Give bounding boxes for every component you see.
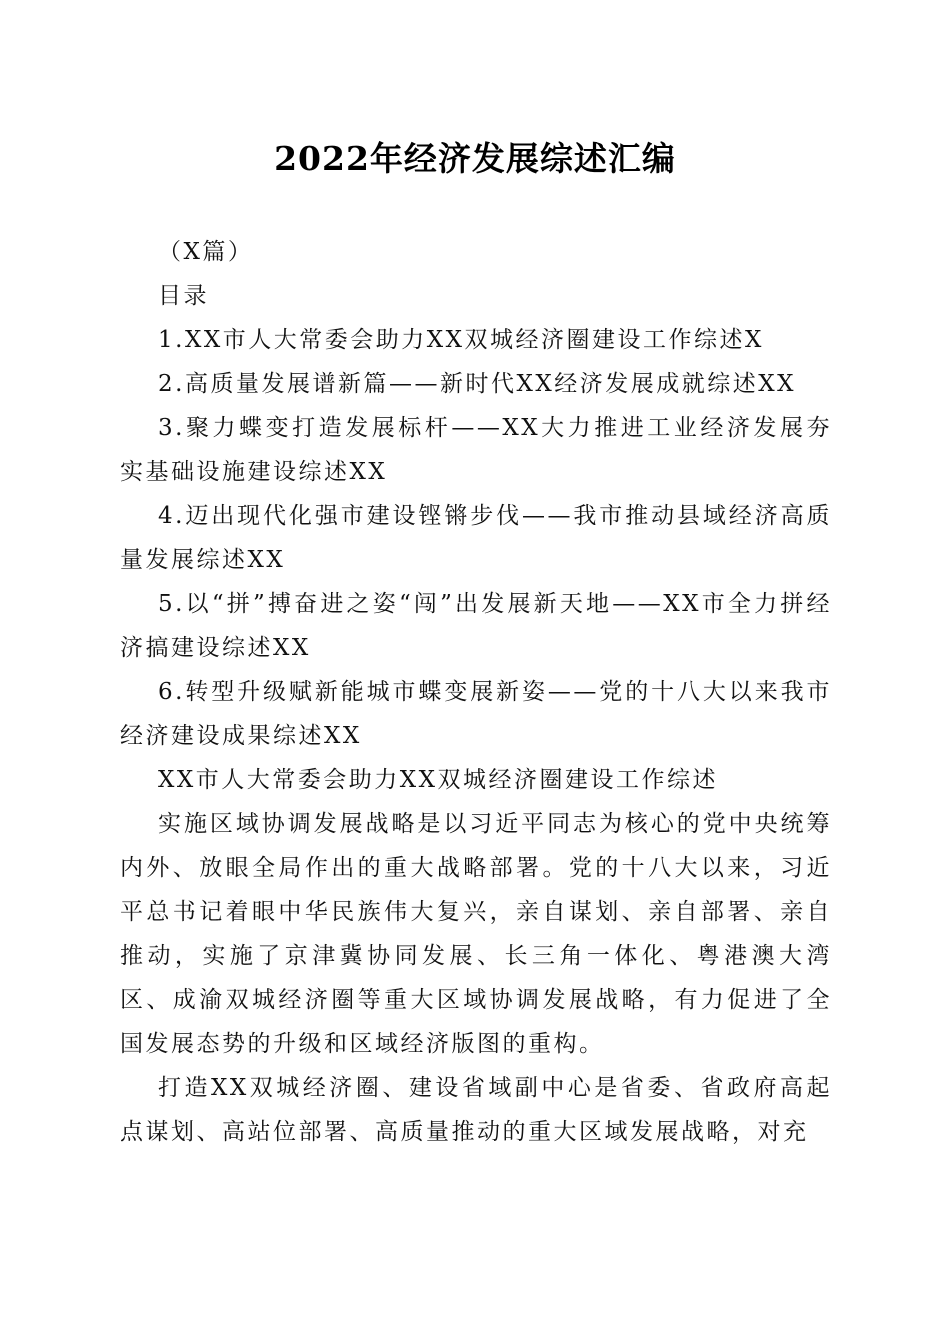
toc-item: 6.转型升级赋新能城市蝶变展新姿——党的十八大以来我市经济建设成果综述XX (120, 679, 832, 749)
body-paragraph: 打造XX双城经济圈、建设省域副中心是省委、省政府高起点谋划、高站位部署、高质量推动的重大区域发展战略，对充 (120, 1075, 832, 1145)
toc-item: 2.高质量发展谱新篇——新时代XX经济发展成就综述XX (158, 371, 796, 397)
toc-item: 5.以“拼”搏奋进之姿“闯”出发展新天地——XX市全力拼经济搞建设综述XX (120, 591, 832, 661)
toc-item: 4.迈出现代化强市建设铿锵步伐——我市推动县域经济高质量发展综述XX (120, 503, 832, 573)
document-body (120, 230, 832, 1154)
document-title: 2022年经济发展综述汇编 (274, 139, 676, 178)
count-note: （X篇） (158, 239, 254, 265)
toc-item: 3.聚力蝶变打造发展标杆——XX大力推进工业经济发展夯实基础设施建设综述XX (120, 415, 832, 485)
article-title: XX市人大常委会助力XX双城经济圈建设工作综述 (158, 767, 718, 793)
toc-item: 1.XX市人大常委会助力XX双城经济圈建设工作综述X (158, 327, 764, 353)
body-paragraph: 实施区域协调发展战略是以习近平同志为核心的党中央统筹内外、放眼全局作出的重大战略部署。党的十八大以来，习近平总书记着眼中华民族伟大复兴，亲自谋划、亲自部署、亲自推动，实施了京津冀协同发展、长三角一体化、粤港澳大湾区、成渝双城经济圈等重大区域协调发展战略，有力促进了全国发展态势的升级和区域经济版图的重构。 (120, 811, 832, 1057)
toc-heading: 目录 (158, 283, 209, 309)
